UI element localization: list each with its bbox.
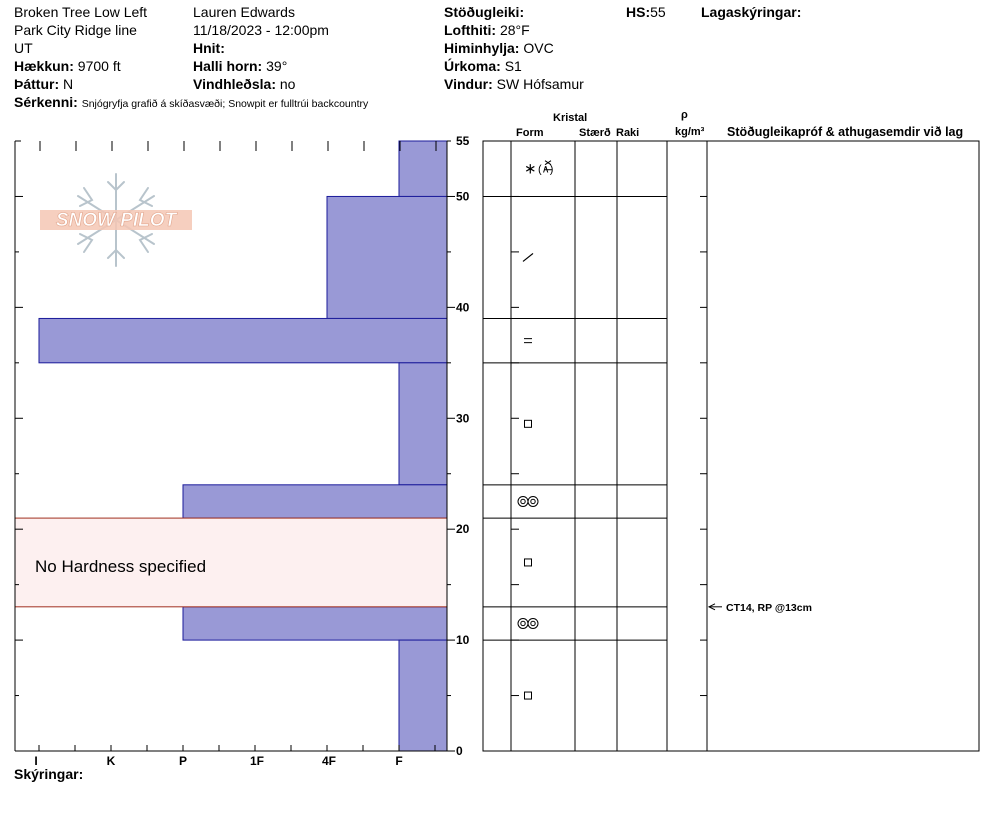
aspect-label: Þáttur: xyxy=(14,76,60,92)
moisture-header: Raki xyxy=(616,127,640,139)
observer-name: Lauren Edwards xyxy=(193,4,295,20)
circle-inner xyxy=(531,621,535,625)
crystal-form-star-bracket xyxy=(524,161,553,178)
square-symbol xyxy=(525,692,532,699)
elevation-label: Hækkun: xyxy=(14,58,74,74)
wind-loading-value: no xyxy=(279,76,296,92)
sky-value: OVC xyxy=(523,40,554,56)
hardness-label: 1F xyxy=(249,754,265,768)
hardness-bar xyxy=(183,607,447,640)
hardness-bar xyxy=(399,363,447,485)
wind-label: Vindur: xyxy=(444,76,493,92)
features-label: Sérkenni: xyxy=(14,94,78,110)
slash-symbol xyxy=(523,253,533,261)
hardness-label: P xyxy=(178,754,188,768)
elevation-value: 9700 ft xyxy=(77,58,121,74)
slope-label: Halli horn: xyxy=(193,58,263,74)
coords-label: Hnit: xyxy=(193,40,225,56)
crystal-form-double-circle xyxy=(518,496,538,506)
hardness-label: 4F xyxy=(321,754,337,768)
stability-tests xyxy=(709,602,812,614)
wind-loading-label: Vindhleðsla: xyxy=(193,76,276,92)
stability-notes-header: Stöðugleikapróf & athugasemdir við lag xyxy=(727,125,964,139)
circle-inner xyxy=(521,499,525,503)
crystal-header: Kristal xyxy=(553,112,588,124)
wind-value: SW Hófsamur xyxy=(496,76,584,92)
aspect-value: N xyxy=(63,76,74,92)
slope-value: 39° xyxy=(266,58,288,74)
precip-value: S1 xyxy=(504,58,522,74)
test-label: CT14, RP @13cm xyxy=(726,601,812,614)
crystal-form-square xyxy=(525,692,532,699)
density-unit-header: kg/m³ xyxy=(675,126,705,138)
rho-header: ρ xyxy=(681,109,688,121)
crystal-form-square xyxy=(525,559,532,566)
circle-inner xyxy=(531,499,535,503)
star-glyph: ∗ xyxy=(524,160,537,178)
features-value: Snjógryfja grafið á skíðasvæði; Snowpit er fulltrúi backcountry xyxy=(81,98,369,110)
layer-table-frame xyxy=(483,141,979,751)
crystal-form-equals xyxy=(524,339,532,343)
crystal-form-symbols xyxy=(518,161,553,699)
bracket-glyph: (∧) xyxy=(538,163,554,176)
hardness-label: I xyxy=(34,754,38,768)
depth-label: 40 xyxy=(456,300,470,315)
layer-notes-label: Lagaskýringar: xyxy=(701,4,802,20)
depth-label: 55 xyxy=(456,134,470,148)
circle-outer xyxy=(528,618,538,628)
precip-label: Úrkoma: xyxy=(444,58,501,74)
circle-outer xyxy=(518,618,528,628)
form-header: Form xyxy=(516,127,544,139)
hardness-label: F xyxy=(395,754,403,768)
hardness-bar xyxy=(327,196,447,318)
no-hardness-box xyxy=(15,524,447,610)
observation-datetime: 11/18/2023 - 12:00pm xyxy=(193,22,329,38)
hardness-bar xyxy=(399,640,447,751)
logo-text: SNOW PILOT xyxy=(55,210,177,231)
location-name: Broken Tree Low Left xyxy=(14,4,148,20)
depth-label: 10 xyxy=(456,633,470,648)
sky-label: Himinhylja: xyxy=(444,40,520,56)
hs-label: HS: xyxy=(626,4,651,20)
depth-label: 30 xyxy=(456,411,470,426)
depth-label: 0 xyxy=(456,744,463,758)
circle-inner xyxy=(521,621,525,625)
circle-outer xyxy=(518,496,528,506)
air-temp-value: 28°F xyxy=(499,22,530,38)
crystal-form-slash xyxy=(523,253,533,261)
snowpilot-logo xyxy=(36,170,196,270)
hs-value: 55 xyxy=(650,4,666,20)
stability-label: Stöðugleiki: xyxy=(444,4,525,20)
hardness-bar xyxy=(39,318,447,362)
hardness-label: K xyxy=(106,754,116,768)
crystal-form-double-circle xyxy=(518,618,538,628)
area-name: Park City Ridge line xyxy=(14,22,137,38)
depth-label: 50 xyxy=(456,189,470,204)
depth-label: 20 xyxy=(456,522,470,537)
air-temp-label: Lofthiti: xyxy=(444,22,497,38)
size-header: Stærð xyxy=(579,127,611,139)
crystal-form-square xyxy=(525,420,532,427)
no-hardness-text: No Hardness specified xyxy=(35,557,207,576)
square-symbol xyxy=(525,559,532,566)
hardness-bar xyxy=(183,485,447,518)
hardness-bar xyxy=(399,141,447,196)
square-symbol xyxy=(525,420,532,427)
circle-outer xyxy=(528,496,538,506)
hardness-axis-labels xyxy=(34,754,402,768)
depth-axis-labels xyxy=(456,134,470,758)
state-name: UT xyxy=(14,40,33,56)
footer-notes-label: Skýringar: xyxy=(14,766,84,782)
